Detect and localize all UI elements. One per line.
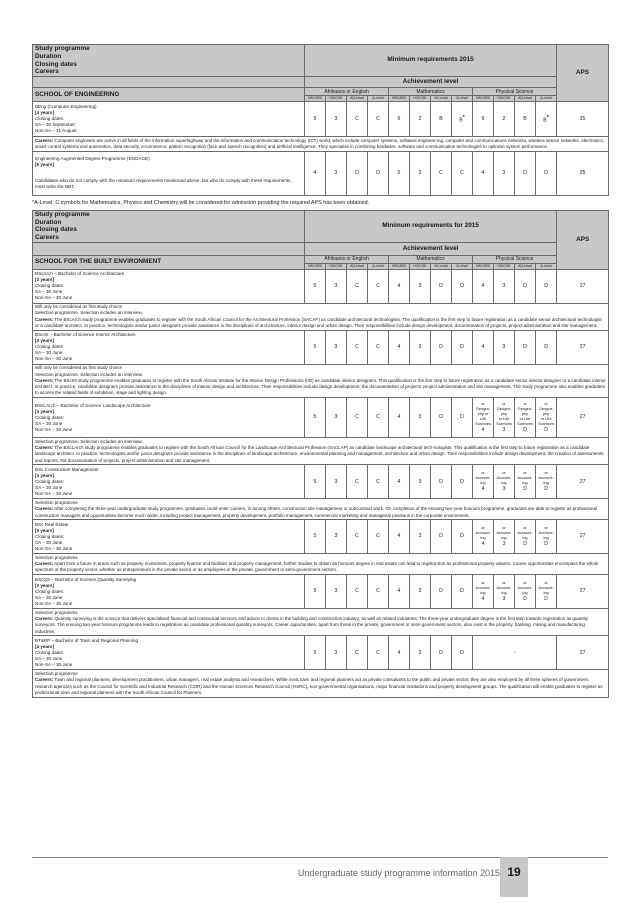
requirement-value: D xyxy=(452,465,473,499)
min-requirements-title: Minimum requirements for 2015 xyxy=(305,210,557,242)
requirement-value: C xyxy=(368,269,389,303)
programme-cell: BSc Real Estate [3 years] Closing dates: SA – 30 June Non-SA – 30 June xyxy=(33,520,305,554)
exam-type-header: NSC/IEB xyxy=(389,96,410,102)
requirement-value: 4 xyxy=(389,330,410,364)
requirement-value: 4 xyxy=(389,575,410,609)
aps-value: 27 xyxy=(557,269,609,303)
exam-type-header: HIGCSE xyxy=(494,263,515,269)
exam-type-header: HIGCSE xyxy=(410,96,431,102)
requirement-value: D xyxy=(431,465,452,499)
requirement-value: D xyxy=(536,269,557,303)
school-name: SCHOOL FOR THE BUILT ENVIRONMENT xyxy=(33,256,305,270)
careers-row: Selection programme: Selection includes an interview. Careers: The BScLArch study programme enables graduates to register with the South African Council for the Landscape Architectural Profession (SACLAP) as candidate landscape architectural tech-nologists. This qualification is the first step to future registration as a candidate landscape architect. In practice, technologists and/or junior designers provide assistance in the disciplines of landscape architecture, environmental planning and management, architecture and urban design. Their responsibilities include design development, the creation of assessments and reports, the documentation of projects, project administration and site management. xyxy=(33,438,609,465)
requirement-value: C xyxy=(347,636,368,670)
exam-type-header: HIGCSE xyxy=(326,263,347,269)
requirement-value: 3 xyxy=(410,330,431,364)
aps-value: 27 xyxy=(557,636,609,670)
column-header-programme: Study programme Duration Closing dates Careers xyxy=(33,210,305,242)
alternative-subject-cell: or Geogra- phy or Life Sciences D xyxy=(536,398,557,438)
requirement-value: D xyxy=(452,269,473,303)
requirement-value: 3 xyxy=(410,575,431,609)
programme-cell: BSc Construction Management [3 years] Closing dates: SA – 30 June Non-SA – 30 June xyxy=(33,465,305,499)
alternative-subject-cell: or Account- ing 3 xyxy=(494,465,515,499)
requirement-value: C xyxy=(368,330,389,364)
aps-header: APS xyxy=(557,210,609,269)
requirement-value: 3 xyxy=(410,636,431,670)
requirement-value: C xyxy=(347,330,368,364)
subject-header-physci: Physical Science xyxy=(473,256,557,264)
min-requirements-title: Minimum requirements 2015 xyxy=(305,45,557,77)
table-row xyxy=(33,465,609,499)
table-row xyxy=(33,269,609,303)
requirement-value: C xyxy=(368,520,389,554)
requirement-value: 4 xyxy=(389,269,410,303)
exam-type-header: HIGCSE xyxy=(410,263,431,269)
programme-cell: Engineering Augmented Degree Programme (ENGAGE) [5 years] Candidates who do not comply with the minimum requirements mentioned above, but who do comply with these requirements, must write the NBT. xyxy=(33,151,305,195)
requirement-value: D xyxy=(431,636,452,670)
exam-type-header: NSC/IEB xyxy=(473,96,494,102)
requirement-value: 3 xyxy=(410,465,431,499)
column-header-programme: Study programme Duration Closing dates Careers xyxy=(33,45,305,77)
requirement-value: D xyxy=(452,330,473,364)
aps-value: 27 xyxy=(557,520,609,554)
requirement-value: D xyxy=(431,330,452,364)
school-name: SCHOOL OF ENGINEERING xyxy=(33,88,305,102)
careers-row: Will only be considered as first study choice Selection programme. Selection includes an interview. Careers: The BScArch study programme enables graduates to register with the South African Council for the Architectural Profession (SACAP) as candidate architectural technologists. The qualification is the first step to future registration as a candidate senior architectural technologist or a candidate architect. In practice, technologists and/or junior designers provide assistance in the disciplines of archi-tecture, interior design and urban design. Their responsibilities include design development, documentation of projects, project administration and site management. xyxy=(33,303,609,330)
requirement-value: D xyxy=(452,520,473,554)
requirement-value: C xyxy=(347,398,368,438)
exam-type-header: A-Level xyxy=(536,263,557,269)
requirement-value: 3 xyxy=(326,330,347,364)
subject-header-language: Afrikaans or English xyxy=(305,256,389,264)
programme-cell: BT&RP – Bachelor of Town and Regional Planning [4 years] Closing dates: SA – 30 June Non-SA – 30 June xyxy=(33,636,305,670)
alternative-subject-cell: or Account- ing 4 xyxy=(473,465,494,499)
table-row: Engineering Augmented Degree Programme (ENGAGE) [5 years] Candidates who do not comply with the minimum requirements mentioned above, but who do comply with these requirements, must write the NBT. 4 3 D D 5 3 C C 4 3 D D 25 xyxy=(33,151,609,195)
table-row xyxy=(33,398,609,438)
alternative-subject-cell: or Geogra- phy or Life Sciences 3 xyxy=(494,398,515,438)
exam-type-header: A-Level xyxy=(368,96,389,102)
requirement-value: D xyxy=(515,269,536,303)
built-environment-table xyxy=(32,210,609,698)
programme-cell: BScQS – Bachelor of Science Quantity Surveying [3 years] Closing dates: SA – 30 June Non-SA – 30 June xyxy=(33,575,305,609)
alternative-subject-cell: or Account- ing D xyxy=(536,520,557,554)
alternative-subject-cell: or Geogra- phy or Life Sciences 4 xyxy=(473,398,494,438)
programme-cell: BScLArch – Bachelor of Science Landscape Architecture [3 years] Closing dates: SA – 30 June Non-SA – 30 June xyxy=(33,398,305,438)
alternative-subject-cell: or Account- ing 3 xyxy=(494,575,515,609)
exam-type-header: AS-Level xyxy=(347,96,368,102)
requirement-value: 3 xyxy=(494,269,515,303)
careers-row: Will only be considered as first study choice Selection programme. Selection includes an interview. Careers: The BScInt study programme enables graduates to register with the South African Institute for the Interior Design Professions (IID) as candidate interior designers. This qualification is the first step to future registration as a candidate senior interior designer or a candidate interior architect. In practice, candidate designers provide assistance in the disciplines of interior design and architecture. Their responsibilities include design development, the documentation of projects, project administration and site management. The study programme also enables graduates to access the related fields of exhibition, stage and lighting design. xyxy=(33,364,609,397)
requirement-value: C xyxy=(368,575,389,609)
programme-cell: BEng (Computer Engineering) [4 years] Closing dates: SA – 30 September; Non-SA – 31 August xyxy=(33,102,305,137)
achievement-level-header: Achievement level xyxy=(305,243,557,256)
alternative-subject-cell: or Account- ing 4 xyxy=(473,520,494,554)
exam-type-header: NSC/IEB xyxy=(305,263,326,269)
exam-type-header: A-Level xyxy=(452,263,473,269)
requirement-value: D xyxy=(515,330,536,364)
requirement-value: D xyxy=(431,269,452,303)
requirement-value: 5 xyxy=(305,520,326,554)
exam-type-header: NSC/IEB xyxy=(305,96,326,102)
requirement-value: 3 xyxy=(410,398,431,438)
exam-type-header: A-Level xyxy=(368,263,389,269)
requirement-value: 4 xyxy=(473,269,494,303)
footnote-asterisk: * xyxy=(546,114,549,121)
careers-row: Selection programme Careers: Quantity surveying is the science that delivers specialised financial and contractual services and advice to clients in the building and construction industry, as well as related industries. The three-year undergraduate degree is the first step towards registration as quantity surveyors. The ensuing two-year honours programme leads to registration as candidate professional quantity surveyors. Career opportunities, apart from those in the private, government or semi-government sectors, also exist in the property, banking, mining and manufacturing industries. xyxy=(33,609,609,636)
table-row xyxy=(33,520,609,554)
requirement-value: 4 xyxy=(389,465,410,499)
requirement-value: D xyxy=(431,520,452,554)
programme-cell: BScArch – Bachelor of Science Architecture [3 years] Closing dates: SA – 30 June Non-SA – 30 June xyxy=(33,269,305,303)
exam-type-header: NSC/IEB xyxy=(473,263,494,269)
exam-type-header: HIGCSE xyxy=(326,96,347,102)
alternative-subject-cell: or Account- ing 4 xyxy=(473,575,494,609)
requirement-value: 5 xyxy=(305,636,326,670)
alternative-subject-cell: or Account- ing D xyxy=(536,465,557,499)
exam-type-header: A-Level xyxy=(536,96,557,102)
requirement-value: 3 xyxy=(326,465,347,499)
requirement-value: D xyxy=(431,398,452,438)
requirement-value: 3 xyxy=(326,520,347,554)
requirement-value: D xyxy=(452,636,473,670)
requirement-value: 3 xyxy=(326,269,347,303)
requirement-value: 4 xyxy=(473,330,494,364)
requirement-value: D xyxy=(431,575,452,609)
table-row: BEng (Computer Engineering) [4 years] Closing dates: SA – 30 September; Non-SA – 31 August 5 3 C C 6 2 B B* 6 2 B B* 35 xyxy=(33,102,609,137)
requirement-value: 5 xyxy=(305,330,326,364)
exam-type-header: AS-Level xyxy=(431,263,452,269)
aps-header: APS xyxy=(557,45,609,102)
requirement-value: 3 xyxy=(326,398,347,438)
requirement-value: D xyxy=(536,330,557,364)
not-applicable-cell: - xyxy=(473,636,557,670)
careers-row: Careers: Computer engineers are active in all fields of the information superhighway and the information and communication technology (ICT) world, which include computer systems, software engineer-ing, computer and communications networks, wireless sensor networks, electronics, smart control systems and automation, data security, e-commerce, pattern recognition (face and speech recognition) and artificial intelligence. They specialise in combining hardware, software and communication technologies to optimise system performance. xyxy=(33,137,609,152)
page-number: 19 xyxy=(500,857,528,897)
subject-header-maths: Mathematics xyxy=(389,256,473,264)
requirement-value: D xyxy=(452,398,473,438)
programme-cell: BScInt – Bachelor of Science Interior Architecture [3 years] Closing dates: SA – 30 June Non-SA – 30 June xyxy=(33,330,305,364)
requirement-value: 4 xyxy=(389,398,410,438)
table-row xyxy=(33,575,609,609)
requirement-value: 3 xyxy=(494,330,515,364)
exam-type-header: AS-Level xyxy=(431,96,452,102)
requirement-value: C xyxy=(347,269,368,303)
page-content xyxy=(32,44,608,698)
careers-row: Selection programme Careers: Town and regional planners, development practitioners, urban managers, real estate analysts and researchers. While most town and regional planners act as private consultants to the public and private sector, they are also employed by all three spheres of government, research agencies such as the Council for Scientific and Industrial Research (CSIR) and the Human Sciences Research Council (HSRC), non-governmental organisations, major financial institutions and property development groups. The qualification will enable graduates to register as professional town and regional planners with the South African Council for Planners. xyxy=(33,670,609,697)
subject-header-language: Afrikaans or English xyxy=(305,88,389,96)
requirement-value: C xyxy=(368,636,389,670)
alternative-subject-cell: or Account- ing D xyxy=(536,575,557,609)
requirement-value: 4 xyxy=(389,520,410,554)
subject-header-maths: Mathematics xyxy=(389,88,473,96)
table-row xyxy=(33,636,609,670)
careers-row: Selection programme Careers: After completing the three-year undergraduate study programme, graduates could enter careers, in among others, construction site management or subcontract work. On completion of the ensuing two-year honours programme, graduates are able to register as professional construction managers and opportunities become much wider, including project management, property development, portfolio management, commercial marketing and managerial positions in the corporate environment. xyxy=(33,499,609,520)
exam-type-header: A-Level xyxy=(452,96,473,102)
footer-text: Undergraduate study programme information 2015 xyxy=(297,868,500,878)
page-footer xyxy=(0,857,638,897)
aps-value: 27 xyxy=(557,330,609,364)
achievement-level-header: Achievement level xyxy=(305,77,557,88)
aps-value: 27 xyxy=(557,398,609,438)
requirement-value: 3 xyxy=(410,520,431,554)
table-row xyxy=(33,330,609,364)
requirement-value: C xyxy=(347,575,368,609)
subject-header-physci: Physical Science xyxy=(473,88,557,96)
exam-type-header: AS-Level xyxy=(347,263,368,269)
requirement-value: 3 xyxy=(326,636,347,670)
requirement-value: 5 xyxy=(305,398,326,438)
exam-type-header: AS-Level xyxy=(515,96,536,102)
alternative-subject-cell: or Account- ing 3 xyxy=(494,520,515,554)
requirement-value: 3 xyxy=(410,269,431,303)
requirement-value: 5 xyxy=(305,465,326,499)
footnote: *A-Level: C symbols for Mathematics, Physics and Chemistry will be considered for admission providing the required APS has been obtained. xyxy=(32,199,370,206)
exam-type-header: AS-Level xyxy=(515,263,536,269)
requirement-value: C xyxy=(347,520,368,554)
requirement-value: 3 xyxy=(326,575,347,609)
requirement-value: 5 xyxy=(305,575,326,609)
alternative-subject-cell: or Account- ing D xyxy=(515,575,536,609)
requirement-value: C xyxy=(368,465,389,499)
alternative-subject-cell: or Geogra- phy or Life Sciences D xyxy=(515,398,536,438)
exam-type-header: HIGCSE xyxy=(494,96,515,102)
aps-value: 27 xyxy=(557,575,609,609)
engineering-table xyxy=(32,44,609,196)
alternative-subject-cell: or Account- ing D xyxy=(515,520,536,554)
requirement-value: 4 xyxy=(389,636,410,670)
exam-type-header: NSC/IEB xyxy=(389,263,410,269)
requirement-value: C xyxy=(347,465,368,499)
careers-row: Selection programme Careers: Apart from a future in areas such as property investment, property finance and facilities and property management, further studies to obtain an honours degree in real estate can lead to registra-tion as professional property valuers. Career opportunities encompass the whole spectrum of the property sector, whether as entrepreneurs in the private sector or as employees in the private, government or semi-government sectors. xyxy=(33,554,609,575)
aps-value: 27 xyxy=(557,465,609,499)
footnote-asterisk: * xyxy=(462,114,465,121)
requirement-value: 5 xyxy=(305,269,326,303)
alternative-subject-cell: or Account- ing D xyxy=(515,465,536,499)
requirement-value: C xyxy=(368,398,389,438)
requirement-value: D xyxy=(452,575,473,609)
